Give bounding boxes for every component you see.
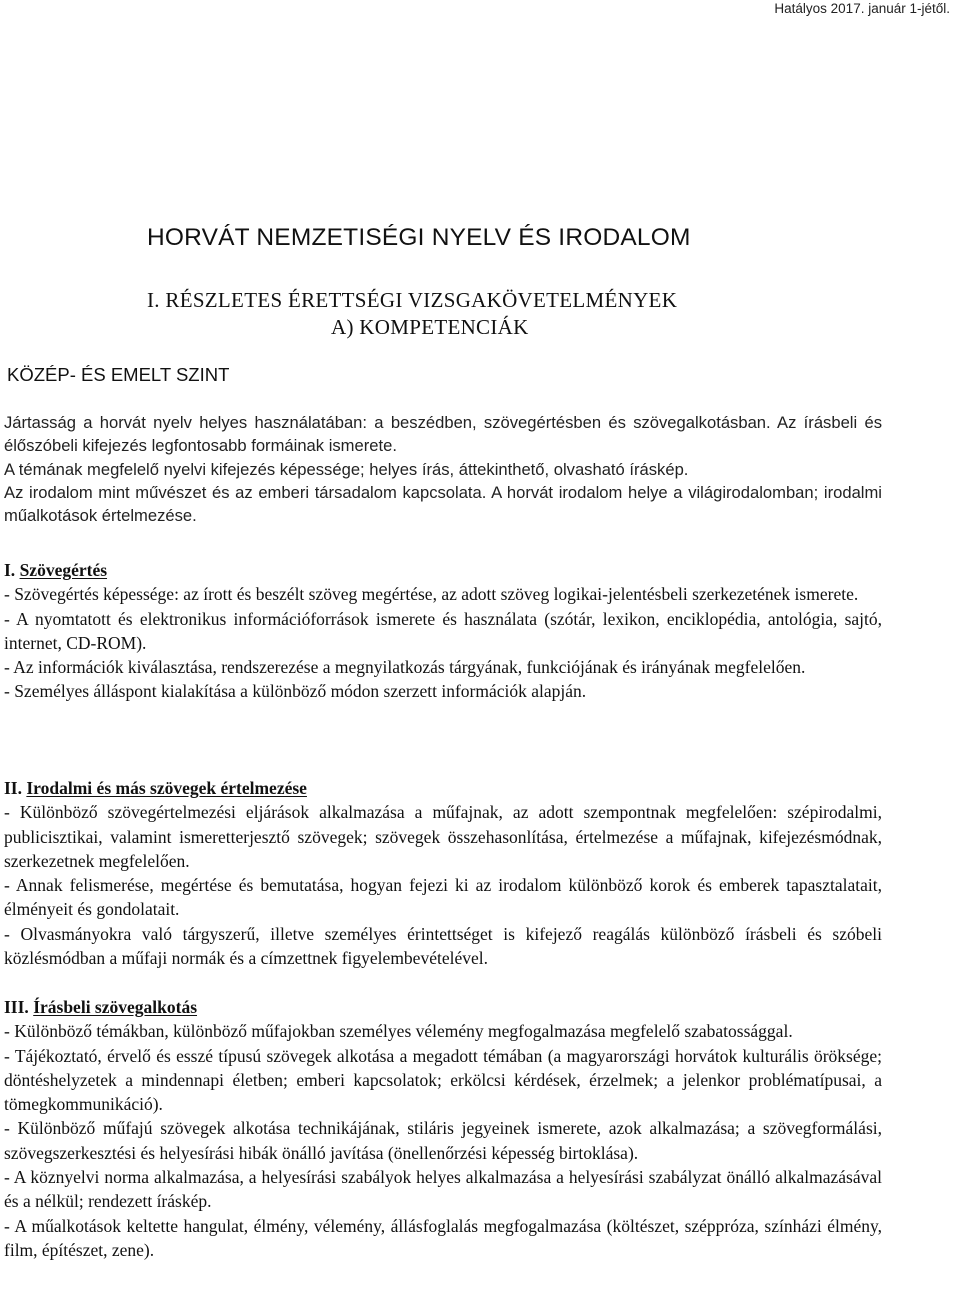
list-item: - A köznyelvi norma alkalmazása, a helyesírási szabályok helyes alkalmazása a helyesírási szabályzat önálló alkalmazásával és a nélkül; rendezett íráskép. — [4, 1167, 882, 1212]
list-item: - Különböző szövegértelmezési eljárások alkalmazása a műfajnak, az adott szempontnak megfelelően: szépirodalmi, publicisztikai, valamint ismeretterjesztő szövegek; szövegek összehasonlítása, értelmezése a műfajnak, kifejezésmódnak, szerkezetnek megfelelően. — [4, 802, 882, 871]
section-heading: I. RÉSZLETES ÉRETTSÉGI VIZSGAKÖVETELMÉNYEK — [147, 288, 678, 312]
list-item: - Annak felismerése, megértése és bemutatása, hogyan fejezi ki az irodalom különböző korok és emberek tapasztalatait, élményeit és gondolatait. — [4, 875, 882, 920]
list-item: - Az információk kiválasztása, rendszerezése a megnyilatkozás tárgyának, funkciójának és irányának megfelelően. — [4, 657, 806, 678]
intro-paragraph: A témának megfelelő nyelvi kifejezés képessége; helyes írás, áttekinthető, olvasható íráskép. — [4, 459, 689, 479]
list-item: - Olvasmányokra való tárgyszerű, illetve személyes érintettséget is kifejező reagálás különböző írásbeli és szóbeli közlésmódban a műfaji normák és a címzettnek figyelembevételével. — [4, 923, 882, 969]
section-title-text: Szövegértés — [19, 560, 108, 580]
list-item: - Tájékoztató, érvelő és esszé típusú szövegek alkotása a megadott témában (a magyarországi horvátok kulturális öröksége; döntéshelyzetek a mindennapi életben; emberi kapcsolatok; erkölcsi kérdések, érzelmek; a jelenkor problématípusai, a tömegkommunikáció). — [4, 1045, 882, 1115]
section-title — [4, 995, 882, 1019]
level-heading: KÖZÉP- ÉS EMELT SZINT — [7, 364, 230, 385]
list-item: - Különböző témákban, különböző műfajokban személyes vélemény megfogalmazása megfelelő szabatossággal. — [4, 1021, 793, 1042]
section-title — [4, 776, 882, 800]
intro-block — [4, 411, 882, 527]
section-number: I. — [4, 560, 16, 580]
list-item: - A műalkotások keltette hangulat, élmény, vélemény, állásfoglalás megfogalmazása (költészet, széppróza, színházi élmény, film, építészet, zene). — [4, 1215, 882, 1260]
list-item: - Személyes álláspont kialakítása a különböző módon szerzett információk alapján. — [4, 681, 587, 702]
list-item: - Különböző műfajú szövegek alkotása technikájának, stiláris jegyeinek ismerete, azok alkalmazása; a szövegformálási, szövegszerkesztési és helyesírási hibák önálló javítása (önellenőrzési képesség birtoklása). — [4, 1118, 882, 1163]
document-title: HORVÁT NEMZETISÉGI NYELV ÉS IRODALOM — [147, 224, 691, 251]
section-irodalmi-ertelmezes — [4, 776, 882, 970]
subsection-heading: A) KOMPETENCIÁK — [331, 315, 529, 339]
intro-paragraph: Jártasság a horvát nyelv helyes használatában: a beszédben, szövegértésben és szövegalkotásban. Az írásbeli és élőszóbeli kifejezés legfontosabb formáinak ismerete. — [4, 413, 882, 456]
section-title-text: Írásbeli szövegalkotás — [33, 997, 198, 1017]
list-item: - Szövegértés képessége: az írott és beszélt szöveg megértése, az adott szöveg logikai-jelentésbeli szerkezetének ismerete. — [4, 584, 859, 605]
section-szovegertes — [4, 558, 882, 704]
intro-paragraph: Az irodalom mint művészet és az emberi társadalom kapcsolata. A horvát irodalom helye a világirodalomban; irodalmi műalkotások értelmezése. — [4, 482, 882, 526]
section-number: III. — [4, 997, 29, 1017]
section-irasbeli-szovegalkotas — [4, 995, 882, 1262]
section-number: II. — [4, 778, 22, 798]
list-item: - A nyomtatott és elektronikus információforrások ismerete és használata (szótár, lexikon, enciklopédia, antológia, sajtó, internet, CD-ROM). — [4, 608, 882, 653]
effective-date-note: Hatályos 2017. január 1-jétől. — [774, 1, 950, 16]
section-title — [4, 558, 882, 582]
section-title-text: Irodalmi és más szövegek értelmezése — [26, 778, 307, 798]
